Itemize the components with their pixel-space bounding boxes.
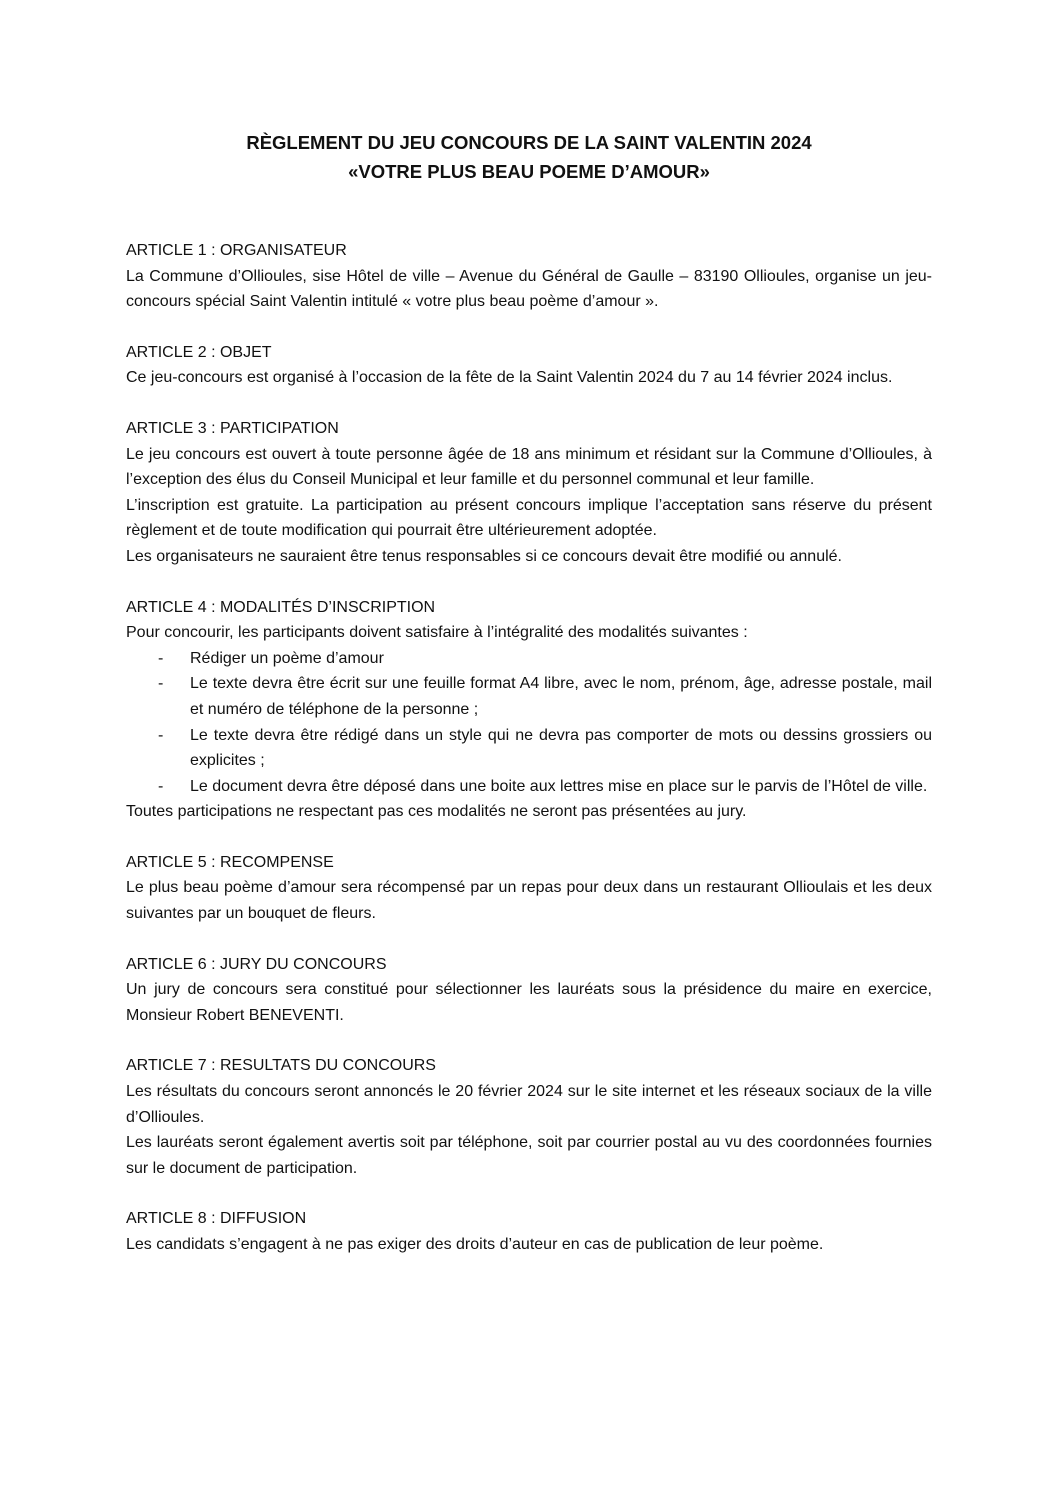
article-heading: ARTICLE 6 : JURY DU CONCOURS xyxy=(126,955,387,973)
article-5 xyxy=(126,850,932,927)
list-item xyxy=(126,723,932,774)
article-3 xyxy=(126,416,932,570)
list-item-text: Le texte devra être rédigé dans un style qui ne devra pas comporter de mots ou dessins grossiers ou explicites ; xyxy=(190,726,932,770)
article-7 xyxy=(126,1053,932,1181)
article-1 xyxy=(126,238,932,315)
list-item-text: Le document devra être déposé dans une boite aux lettres mise en place sur le parvis de l’Hôtel de ville. xyxy=(190,777,928,795)
article-paragraph: Ce jeu-concours est organisé à l’occasion de la fête de la Saint Valentin 2024 du 7 au 14 février 2024 inclus. xyxy=(126,369,893,387)
article-paragraph: Le jeu concours est ouvert à toute personne âgée de 18 ans minimum et résidant sur la Commune d’Ollioules, à l’exception des élus du Conseil Municipal et leur famille et du personnel communal et leur famille. xyxy=(126,445,932,489)
article-heading: ARTICLE 2 : OBJET xyxy=(126,343,272,361)
article-heading: ARTICLE 7 : RESULTATS DU CONCOURS xyxy=(126,1057,436,1075)
article-paragraph: Un jury de concours sera constitué pour sélectionner les lauréats sous la présidence du maire en exercice, Monsieur Robert BENEVENTI. xyxy=(126,981,932,1024)
article-paragraph: Les organisateurs ne sauraient être tenus responsables si ce concours devait être modifié ou annulé. xyxy=(126,547,842,565)
requirements-list xyxy=(126,646,932,800)
article-paragraph: Les lauréats seront également avertis soit par téléphone, soit par courrier postal au vu des coordonnées fournies sur le document de participation. xyxy=(126,1134,932,1177)
list-item-text: Rédiger un poème d’amour xyxy=(190,649,384,667)
bullet-marker: - xyxy=(158,675,164,693)
article-paragraph: L’inscription est gratuite. La participation au présent concours implique l’acceptation sans réserve du présent règlement et de toute modification qui pourrait être ultérieurement adoptée. xyxy=(126,496,932,540)
document-page xyxy=(126,128,932,1283)
subtitle-line: «VOTRE PLUS BEAU POEME D’AMOUR» xyxy=(348,161,710,182)
article-outro: Toutes participations ne respectant pas ces modalités ne seront pas présentées au jury. xyxy=(126,803,747,821)
list-item xyxy=(126,774,932,800)
article-heading: ARTICLE 1 : ORGANISATEUR xyxy=(126,242,347,259)
article-heading: ARTICLE 3 : PARTICIPATION xyxy=(126,419,339,437)
article-4 xyxy=(126,595,932,825)
document-title xyxy=(126,128,932,186)
article-6 xyxy=(126,952,932,1029)
article-paragraph: Les candidats s’engagent à ne pas exiger des droits d’auteur en cas de publication de leur poème. xyxy=(126,1236,824,1253)
list-item-text: Le texte devra être écrit sur une feuille format A4 libre, avec le nom, prénom, âge, adresse postale, mail et numéro de téléphone de la personne ; xyxy=(190,675,932,718)
article-heading: ARTICLE 5 : RECOMPENSE xyxy=(126,853,334,871)
list-item xyxy=(126,671,932,722)
article-paragraph: La Commune d’Ollioules, sise Hôtel de ville – Avenue du Général de Gaulle – 83190 Ollioules, organise un jeu-concours spécial Saint Valentin intitulé « votre plus beau poème d’amour ». xyxy=(126,267,932,311)
article-8 xyxy=(126,1206,932,1257)
article-paragraph: Le plus beau poème d’amour sera récompensé par un repas pour deux dans un restaurant Ollioulais et les deux suivantes par un bouquet de fleurs. xyxy=(126,879,932,923)
bullet-marker: - xyxy=(158,777,164,795)
article-paragraph: Les résultats du concours seront annoncés le 20 février 2024 sur le site internet et les réseaux sociaux de la ville d’Ollioules. xyxy=(126,1083,932,1126)
title-line: RÈGLEMENT DU JEU CONCOURS DE LA SAINT VALENTIN 2024 xyxy=(246,132,812,153)
article-heading: ARTICLE 4 : MODALITÉS D’INSCRIPTION xyxy=(126,598,436,616)
list-item xyxy=(126,646,932,672)
article-intro: Pour concourir, les participants doivent satisfaire à l’intégralité des modalités suivantes : xyxy=(126,624,748,642)
bullet-marker: - xyxy=(158,726,164,744)
article-heading: ARTICLE 8 : DIFFUSION xyxy=(126,1210,307,1228)
bullet-marker: - xyxy=(158,649,164,667)
article-2 xyxy=(126,340,932,391)
